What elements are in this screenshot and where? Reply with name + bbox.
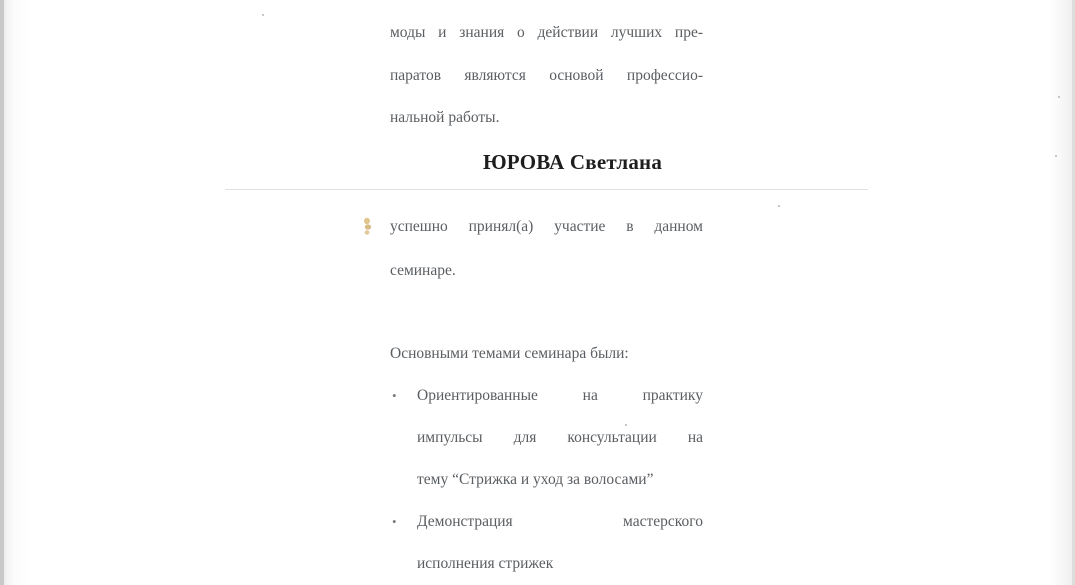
topic-1-line-2: импульсы для консультации на bbox=[417, 429, 703, 446]
bullet-icon: • bbox=[392, 388, 397, 403]
topic-1-line-3: тему “Стрижка и уход за волосами” bbox=[417, 471, 654, 488]
intro-line-1: моды и знания о действии лучших пре- bbox=[390, 24, 703, 41]
scan-speck bbox=[625, 424, 627, 426]
intro-line-2: паратов являются основой профессио- bbox=[390, 67, 703, 84]
participation-line-1: успешно принял(а) участие в данном bbox=[390, 218, 703, 235]
topics-heading: Основными темами семинара были: bbox=[390, 345, 629, 362]
topic-1-line-1: Ориентированные на практику bbox=[417, 387, 703, 404]
participant-name: ЮРОВА Светлана bbox=[482, 150, 663, 174]
page-edge-left bbox=[0, 0, 4, 585]
bullet-icon: • bbox=[392, 514, 397, 529]
participation-line-2: семинаре. bbox=[390, 262, 456, 279]
scan-speck bbox=[262, 14, 264, 16]
topic-2-line-1: Демонстрация мастерского bbox=[417, 513, 703, 530]
scan-speck bbox=[1058, 96, 1060, 98]
intro-line-3: нальной работы. bbox=[390, 109, 500, 126]
ink-stain-icon bbox=[362, 216, 372, 236]
scan-speck bbox=[1055, 155, 1057, 157]
scan-speck bbox=[778, 205, 780, 207]
divider-line bbox=[225, 189, 868, 190]
topic-2-line-2: исполнения стрижек bbox=[417, 555, 554, 572]
